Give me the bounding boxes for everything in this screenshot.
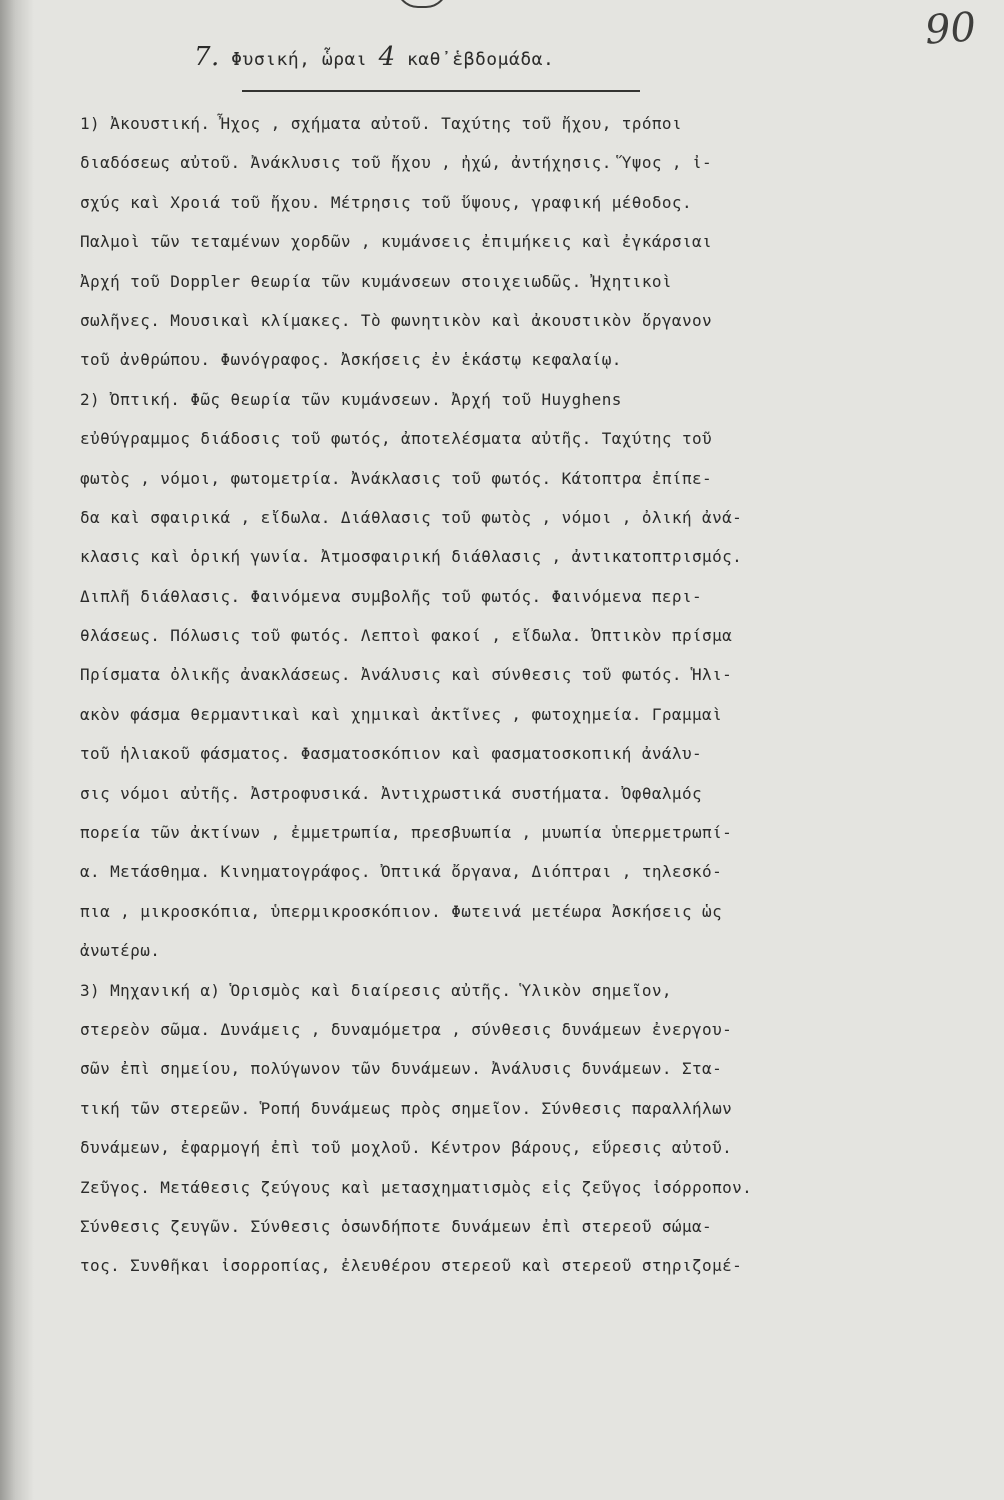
section-number: 7.: [194, 42, 220, 72]
text-line: δα καὶ σφαιρικά , εἴδωλα. Διάθλασις τοῦ φωτὸς , νόμοι , ὀλική ἀνά-: [80, 507, 743, 527]
header-underline: [242, 90, 640, 92]
text-line: φωτὸς , νόμοι, φωτομετρία. Ἀνάκλασις τοῦ φωτός. Κάτοπτρα ἐπίπε-: [80, 468, 713, 488]
section-header: [194, 42, 554, 72]
text-line: τος. Συνθῆκαι ἰσορροπίας, ἐλευθέρου στερεοῦ καὶ στερεοῦ στηριζομέ-: [80, 1256, 743, 1276]
text-line: τοῦ ἡλιακοῦ φάσματος. Φασματοσκόπιον καὶ φασματοσκοπική ἀνάλυ-: [80, 744, 703, 764]
text-line: εὐθύγραμμος διάδοσις τοῦ φωτός, ἀποτελέσματα αὐτῆς. Ταχύτης τοῦ: [80, 429, 713, 449]
per-week-text: καθ᾽ἑβδομάδα.: [406, 49, 555, 70]
text-line: τοῦ ἀνθρώπου. Φωνόγραφος. Ἀσκήσεις ἐν ἑκάστῳ κεφαλαίῳ.: [80, 350, 622, 370]
text-line: 3) Μηχανική α) Ὁρισμὸς καὶ διαίρεσις αὐτῆς. Ὑλικὸν σημεῖον,: [80, 980, 672, 1000]
text-line: Διπλῆ διάθλασις. Φαινόμενα συμβολῆς τοῦ φωτός. Φαινόμενα περι-: [80, 586, 703, 606]
text-line: ακὸν φάσμα θερμαντικαὶ καὶ χημικαὶ ἀκτῖνες , φωτοχημεία. Γραμμαὶ: [80, 704, 723, 724]
text-line: πια , μικροσκόπια, ὑπερμικροσκόπιον. Φωτεινά μετέωρα Ἀσκήσεις ὡς: [80, 901, 723, 921]
text-line: Ἀρχή τοῦ Doppler θεωρία τῶν κυμάνσεων στοιχειωδῶς. Ἠχητικοὶ: [80, 271, 672, 291]
text-line: σῶν ἐπὶ σημείου, πολύγωνον τῶν δυνάμεων. Ἀνάλυσις δυνάμεων. Στα-: [80, 1059, 723, 1079]
text-line: τική τῶν στερεῶν. Ῥοπή δυνάμεως πρὸς σημεῖον. Σύνθεσις παραλλήλων: [80, 1098, 733, 1118]
handwritten-top-mark: [396, 0, 448, 8]
text-line: σις νόμοι αὐτῆς. Ἀστροφυσικά. Ἀντιχρωστικά συστήματα. Ὀφθαλμός: [80, 783, 703, 803]
text-line: 2) Ὀπτική. Φῶς θεωρία τῶν κυμάνσεων. Ἀρχή τοῦ Huyghens: [80, 389, 622, 409]
text-line: Παλμοὶ τῶν τεταμένων χορδῶν , κυμάνσεις ἐπιμήκεις καὶ ἐγκάρσιαι: [80, 232, 713, 252]
body-text: [80, 104, 972, 1286]
text-line: α. Μετάσθημα. Κινηματογράφος. Ὀπτικά ὄργανα, Διόπτραι , τηλεσκό-: [80, 862, 723, 882]
text-line: πορεία τῶν ἀκτίνων , ἐμμετρωπία, πρεσβυωπία , μυωπία ὑπερμετρωπί-: [80, 823, 733, 843]
text-line: Πρίσματα ὀλικῆς ἀνακλάσεως. Ἀνάλυσις καὶ σύνθεσις τοῦ φωτός. Ἡλι-: [80, 665, 733, 685]
text-line: θλάσεως. Πόλωσις τοῦ φωτός. Λεπτοὶ φακοί , εἴδωλα. Ὀπτικὸν πρίσμα: [80, 626, 733, 646]
text-line: σωλῆνες. Μουσικαὶ κλίμακες. Τὸ φωνητικὸν καὶ ἀκουστικὸν ὄργανον: [80, 310, 713, 330]
scan-binding-shadow: [0, 0, 34, 1500]
hours-count: 4: [378, 42, 396, 72]
hours-word: ὧραι: [321, 49, 368, 70]
text-line: Σύνθεσις ζευγῶν. Σύνθεσις ὁσωνδήποτε δυνάμεων ἐπὶ στερεοῦ σώμα-: [80, 1216, 713, 1236]
text-line: ἀνωτέρω.: [80, 941, 161, 961]
text-line: στερεὸν σῶμα. Δυνάμεις , δυναμόμετρα , σύνθεσις δυνάμεων ἐνεργου-: [80, 1019, 733, 1039]
text-line: διαδόσεως αὐτοῦ. Ἀνάκλυσις τοῦ ἤχου , ἠχώ, ἀντήχησις. Ὕψος , ἰ-: [80, 153, 713, 173]
text-line: Ζεῦγος. Μετάθεσις ζεύγους καὶ μετασχηματισμὸς εἰς ζεῦγος ἰσόρροπον.: [80, 1177, 753, 1197]
page-number: 90: [923, 4, 978, 54]
subject-title: Φυσική,: [231, 49, 311, 70]
text-line: σχύς καὶ Χροιά τοῦ ἤχου. Μέτρησις τοῦ ὕψους, γραφική μέθοδος.: [80, 192, 693, 212]
text-line: 1) Ἀκουστική. Ἦχος , σχήματα αὐτοῦ. Ταχύτης τοῦ ἤχου, τρόποι: [80, 114, 682, 133]
text-line: κλασις καὶ ὁρική γωνία. Ἀτμοσφαιρική διάθλασις , ἀντικατοπτρισμός.: [80, 547, 743, 567]
text-line: δυνάμεων, ἐφαρμογή ἐπὶ τοῦ μοχλοῦ. Κέντρον βάρους, εὕρεσις αὐτοῦ.: [80, 1138, 733, 1158]
